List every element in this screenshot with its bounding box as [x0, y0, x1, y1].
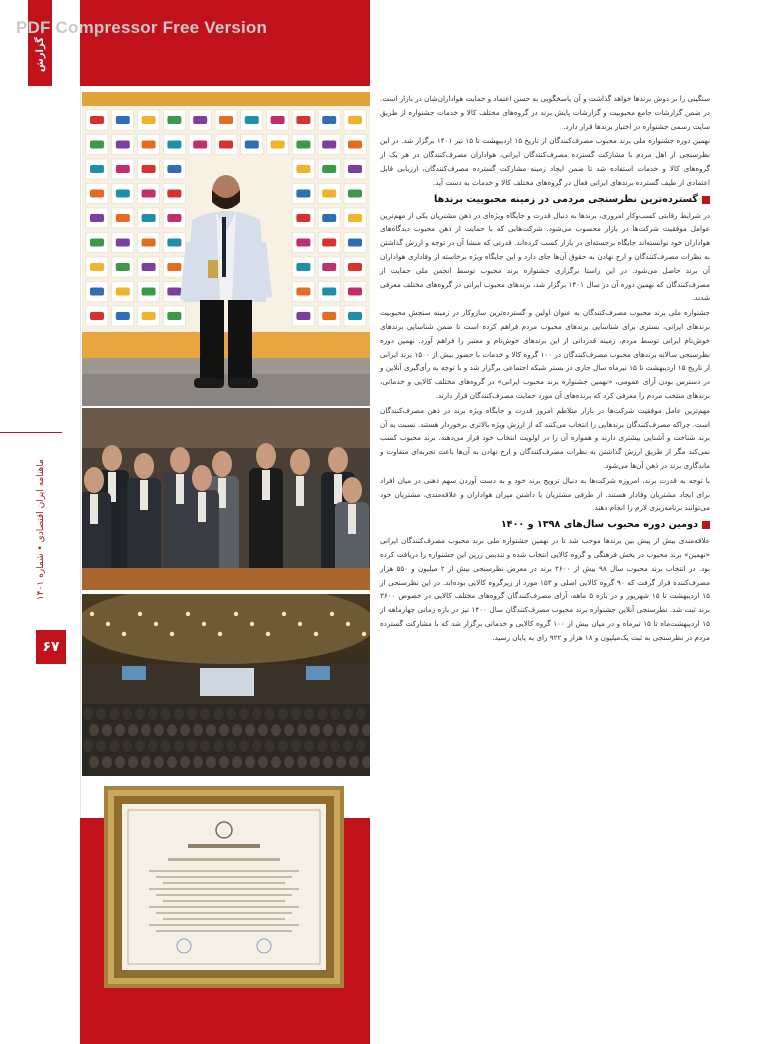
sponsor-logo-mark — [322, 214, 336, 222]
audience-head — [226, 740, 236, 752]
ceiling-light — [314, 632, 318, 636]
audience-head — [180, 724, 190, 736]
audience-head — [323, 724, 333, 736]
audience-head — [304, 708, 314, 720]
audience-head — [122, 708, 132, 720]
audience-head — [148, 740, 158, 752]
audience-head — [193, 756, 203, 768]
award-photo-image — [82, 92, 370, 406]
audience-head — [206, 724, 216, 736]
person-shirt — [334, 474, 342, 504]
audience-head — [232, 756, 242, 768]
ceiling-light — [90, 612, 94, 616]
person-head — [102, 445, 122, 471]
audience-head — [297, 756, 307, 768]
sponsor-logo-mark — [167, 165, 181, 173]
sponsor-logo-mark — [116, 214, 130, 222]
audience-head — [96, 740, 106, 752]
audience-head — [167, 724, 177, 736]
sponsor-logo-mark — [116, 116, 130, 124]
sponsor-logo-mark — [90, 214, 104, 222]
sponsor-logo-mark — [348, 214, 362, 222]
sponsor-logo-mark — [296, 190, 310, 198]
sponsor-logo-mark — [322, 141, 336, 149]
ceiling-light — [186, 612, 190, 616]
sponsor-logo-mark — [322, 239, 336, 247]
audience-head — [304, 740, 314, 752]
ceiling-light — [122, 632, 126, 636]
audience-head — [200, 740, 210, 752]
sponsor-logo-mark — [90, 116, 104, 124]
ceiling-light — [362, 632, 366, 636]
audience-head — [336, 756, 346, 768]
audience-head — [187, 740, 197, 752]
sponsor-logo-mark — [116, 165, 130, 173]
person-shirt — [176, 474, 184, 504]
audience-head — [174, 708, 184, 720]
sponsor-logo-mark — [142, 190, 156, 198]
audience-head — [102, 756, 112, 768]
sponsor-logo-mark — [167, 214, 181, 222]
person-head — [290, 449, 310, 475]
person-shirt — [198, 492, 206, 522]
audience-head — [336, 724, 346, 736]
audience-head — [291, 740, 301, 752]
article-subheading — [380, 192, 710, 208]
audience-head — [83, 740, 93, 752]
person-shirt — [140, 480, 148, 510]
sponsor-logo-mark — [348, 116, 362, 124]
audience-head — [278, 708, 288, 720]
person-head — [134, 453, 154, 479]
certificate-photo-image — [104, 786, 344, 988]
certificate-text-line — [149, 906, 299, 908]
audience-head — [343, 740, 353, 752]
conference-hall-photo — [82, 594, 370, 776]
audience-head — [271, 724, 281, 736]
sponsor-logo-mark — [167, 312, 181, 320]
audience-head — [180, 756, 190, 768]
watermark: PDF Compressor Free Version — [16, 18, 268, 37]
audience-head — [271, 756, 281, 768]
sponsor-logo-mark — [348, 165, 362, 173]
audience-head — [349, 756, 359, 768]
magazine-info-wrap — [34, 440, 48, 620]
sponsor-logo-mark — [90, 141, 104, 149]
article-paragraph: مهم‌ترین عامل موفقیت شرکت‌ها در بازار متلاطم امروز قدرت و جایگاه ویژه برند در ذهن مصرف‌کنندگان است. چراکه مصرف‌کنندگان برندهایی را انتخاب می‌کنند که از ارزش ویژه بالاتری برخوردار هستند. نسبت به آن برند شناخت و آشنایی بیشتری دارند و همواره آن را در اولویت انتخاب خود قرار می‌دهند. برند محبوب کسب نمی‌کند مگر از طریق ارزش گذاشتن به نظرات مصرف‌کنندگان و ارج نهادن به آن‌ها باعث تجربه‌ای متفاوت و ماندگاری برند در ذهن آن‌ها می‌شود. — [380, 405, 710, 470]
audience-head — [141, 724, 151, 736]
audience-head — [115, 724, 125, 736]
person-shirt — [348, 504, 356, 534]
sponsor-logo-mark — [322, 263, 336, 271]
audience-head — [174, 740, 184, 752]
sponsor-logo-mark — [348, 141, 362, 149]
audience-head — [109, 708, 119, 720]
audience-head — [226, 708, 236, 720]
article-paragraph: نهمین دوره جشنواره ملی برند محبوب مصرف‌کنندگان از تاریخ ۱۵ اردیبهشت تا ۱۵ تیر ۱۴۰۱ برگزار شد. در این نظرسنجی از اهل مردم با مشارکت گسترده مصرف‌کنندگان ایرانی، هواداران مصرف‌کنندگان در هر یک از گروه‌های کالا و خدمات استفاده شد تا ضمن ایجاد زمینه مشارکت گسترده مصرف‌کنندگان، ارزیابی قابل اعتمادی از طیف گسترده برندهای ایرانی فعال در گروه‌های مختلف کالا و خدمات به دست آید. — [380, 136, 710, 187]
ceiling-light — [282, 612, 286, 616]
certificate-text-line — [149, 924, 299, 926]
sponsor-logo-mark — [348, 263, 362, 271]
article-paragraph: جشنواره ملی برند محبوب مصرف‌کنندگان به عنوان اولین و گسترده‌ترین سازوکار در زمینه سنجش محبوبیت برندهای ایرانی، بستری برای شناسایی برندهای محبوب مردم فراهم کرده است تا ضمن شناسایی برندهای خوش‌نام ایرانی توسط مردم، زمینه قدردانی از این برندهای خوش‌نام و معتبر را فراهم آورد. نهمین دوره نظرسنجی سالانه برندهای محبوب مصرف‌کنندگان در ۱۰۰ گروه کالا و خدمات با حضور بیش از ۱۵۰۰ برند ایرانی از تاریخ ۱۵ اردیبهشت تا ۱۵ تیرماه سال جاری در بستر شبکه اجتماعی برگزار شد و با توجه به رأی‌گیری آنلاین و در دسترس بودن آرای عمومی، «نهمین جشنواره برند محبوب ایرانی» در گروه‌های مختلف کالایی و خدماتی، برندهای منتخب مردم را معرفی کرد که برنده‌های آن مورد حمایت مصرف‌کنندگان قرار دارند. — [380, 308, 710, 400]
audience-head — [161, 708, 171, 720]
person-shirt — [296, 476, 304, 506]
sponsor-logo-mark — [90, 165, 104, 173]
article-subheading — [380, 517, 710, 533]
person-head — [212, 451, 232, 477]
sponsor-logo-mark — [90, 263, 104, 271]
audience-head — [83, 708, 93, 720]
sponsor-logo-mark — [116, 190, 130, 198]
magazine-info: ماهنامه ایران اقتصادی • شماره ۱۴۰۱ — [36, 459, 46, 601]
audience-head — [206, 756, 216, 768]
person-head — [192, 465, 212, 491]
audience-head — [245, 724, 255, 736]
sponsor-logo-mark — [348, 312, 362, 320]
sponsor-logo-mark — [219, 141, 233, 149]
sponsor-logo-mark — [322, 190, 336, 198]
ceiling-light — [106, 622, 110, 626]
ceiling-light — [298, 622, 302, 626]
audience-head — [89, 756, 99, 768]
audience-head — [317, 708, 327, 720]
sponsor-logo-mark — [167, 190, 181, 198]
sponsor-logo-mark — [116, 288, 130, 296]
audience-head — [135, 740, 145, 752]
sponsor-logo-mark — [142, 263, 156, 271]
audience-head — [265, 740, 275, 752]
audience-head — [219, 756, 229, 768]
audience-head — [89, 724, 99, 736]
audience-head — [219, 724, 229, 736]
sponsor-logo-mark — [296, 312, 310, 320]
sponsor-logo-mark — [219, 116, 233, 124]
article-paragraph: با توجه به قدرت برند، امروزه شرکت‌ها به دنبال ترویج برند خود و به دست آوردن سهم ذهنی در میان افراد برای ایجاد مشتریان وفادار هستند. از طرفی مشتریان با داشتن میزان هواداران و علاقه‌مندی، مشتریان خود می‌توانند برنامه‌ریزی لازم را انجام دهند. — [380, 475, 710, 513]
ceiling-light — [138, 612, 142, 616]
person-head — [328, 447, 348, 473]
audience-head — [135, 708, 145, 720]
article-paragraph: سنگینی را بر دوش برندها خواهد گذاشت و آن پاسخگویی به حسن اعتماد و حمایت هواداران‌شان در بازار است. در ضمن گزارشات جامع محبوبیت و گزارشات پایش برند در گروه‌های مختلف کالا و خدمات جشنواره از طریق سایت رسمی جشنواره در اختیار برندها قرار دارد. — [380, 94, 710, 131]
sponsor-logo-mark — [167, 263, 181, 271]
margin-rule — [0, 432, 62, 433]
sponsor-logo-mark — [322, 116, 336, 124]
audience-head — [330, 708, 340, 720]
page-number: ۶۷ — [42, 639, 60, 655]
ceiling-light — [154, 622, 158, 626]
audience-head — [122, 740, 132, 752]
bullet-square-icon — [702, 196, 710, 204]
ceiling-light — [346, 622, 350, 626]
sponsor-logo-mark — [193, 116, 207, 124]
audience-head — [356, 708, 366, 720]
ceiling-light — [330, 612, 334, 616]
ceiling-light — [218, 632, 222, 636]
sponsor-logo-mark — [271, 141, 285, 149]
sponsor-logo-mark — [322, 312, 336, 320]
sponsor-logo-mark — [142, 165, 156, 173]
sponsor-logo-mark — [167, 116, 181, 124]
sponsor-logo-mark — [116, 141, 130, 149]
sponsor-logo-mark — [296, 141, 310, 149]
certificate-text-line — [149, 870, 299, 872]
sponsor-logo-mark — [142, 116, 156, 124]
sponsor-logo-mark — [322, 165, 336, 173]
certificate-text-line — [149, 888, 299, 890]
audience-head — [187, 708, 197, 720]
audience-head — [291, 708, 301, 720]
sponsor-logo-mark — [167, 288, 181, 296]
audience-head — [349, 724, 359, 736]
sponsor-logo-mark — [245, 141, 259, 149]
top-red-banner — [80, 0, 370, 86]
section-tab-label: گزارش — [34, 37, 46, 73]
sponsor-logo-mark — [322, 288, 336, 296]
sponsor-logo-mark — [167, 141, 181, 149]
audience-head — [193, 724, 203, 736]
sponsor-logo-mark — [296, 165, 310, 173]
certificate-text-line — [163, 900, 285, 902]
person-shirt — [218, 478, 226, 508]
certificate-text-line — [156, 894, 292, 896]
audience-head — [213, 740, 223, 752]
audience-head — [167, 756, 177, 768]
sponsor-logo-mark — [296, 288, 310, 296]
audience-head — [96, 708, 106, 720]
sponsor-logo-mark — [116, 263, 130, 271]
subheading-text: دومین دوره محبوب سال‌های ۱۳۹۸ و ۱۴۰۰ — [500, 519, 698, 531]
page-number-box — [36, 630, 66, 664]
award-photo — [82, 92, 370, 406]
sponsor-logo-mark — [90, 190, 104, 198]
person-head — [256, 443, 276, 469]
person-shirt — [262, 470, 270, 500]
person-head — [170, 447, 190, 473]
audience-head — [297, 724, 307, 736]
audience-head — [213, 708, 223, 720]
audience-head — [115, 756, 125, 768]
sponsor-logo-mark — [90, 288, 104, 296]
audience-head — [128, 724, 138, 736]
person-head — [84, 467, 104, 493]
certificate-text-line — [156, 912, 292, 914]
audience-head — [252, 708, 262, 720]
audience-head — [141, 756, 151, 768]
audience-head — [154, 724, 164, 736]
audience-head — [161, 740, 171, 752]
audience-head — [323, 756, 333, 768]
article-paragraph: در شرایط رقابتی کسب‌وکار امروزی، برندها به دنبال قدرت و جایگاه ویژه‌ای در ذهن مشتریان یکی از مهم‌ترین عوامل موفقیت شرکت‌ها در بازار محسوب می‌شود. شرکت‌هایی که با حمایت از ذهن محبوب دیدگاه‌های هواداران خود توانسته‌اند جایگاه برجسته‌ای در بازار کسب کرده‌اند. قدرتی که منشا آن در توجه و ارزش گذاشتن به نظرات مصرف‌کنندگان و ارج نهادن به حقوق آن‌ها جای دارد و این جایگاه ویژه برخاسته از وفاداری هواداران آن برند حاصل می‌شود. در این راستا برگزاری جشنواره برند محبوب توسط انجمن ملی حمایت از مصرف‌کنندگان که نهمین دوره آن در سال ۱۴۰۱ برگزار شد، برندهای محبوب ایرانی در گروه‌های مختلف معرفی شدند. — [380, 210, 710, 303]
audience-head — [109, 740, 119, 752]
audience-head — [343, 708, 353, 720]
audience-head — [330, 740, 340, 752]
sponsor-logo-mark — [167, 239, 181, 247]
sponsor-logo-mark — [116, 239, 130, 247]
certificate-text-line — [156, 930, 292, 932]
person-shirt — [90, 494, 98, 524]
sponsor-logo-mark — [348, 190, 362, 198]
certificate-text-line — [163, 882, 285, 884]
person-head — [342, 477, 362, 503]
audience-head — [232, 724, 242, 736]
sponsor-logo-mark — [142, 288, 156, 296]
audience-head — [284, 724, 294, 736]
sponsor-logo-mark — [296, 239, 310, 247]
audience-head — [258, 724, 268, 736]
audience-head — [252, 740, 262, 752]
audience-head — [310, 724, 320, 736]
article-paragraph: علاقه‌مندی بیش از پیش بین برندها موجب شد تا در نهمین جشنواره ملی برند محبوب مصرف‌کنندگان ایرانی «نهمین» برند محبوب در بخش فرهنگی و گروه کالایی انتخاب شده و تندیس زرین این جشنواره را دریافت کرده بود. در انتخاب برند محبوب سال ۹۸ بیش از ۲۶۰۰ برند در معرض نظرسنجی بیش از ۲ میلیون و ۵۵۰ هزار مصرف‌کننده قرار گرفت که ۹۰ گروه کالایی اصلی و ۱۵۳ مورد از زیرگروه کالایی بوده‌اند. در این نظرسنجی از ۱۵ اردیبهشت تا ۱۵ شهریور و در بازه ۵ ماهه، آرای مصرف‌کنندگان گروه‌های مختلف کالایی در خصوص ۳۶۰۰ برند ثبت شد. نظرسنجی آنلاین جشنواره برند محبوب مصرف‌کنندگان سال ۱۴۰۰ نیز در بازه زمانی چهارماهه از ۱۵ اردیبهشت‌ماه تا ۱۵ تیرماه و در میان بیش از ۱۰۰ گروه کالایی و خدماتی برگزار شد که با مشارکت گسترده مردم در نظرسنجی به ثبت یک‌میلیون و ۱۸ هزار و ۹۲۲ رای به پایان رسید. — [380, 536, 711, 642]
audience-head — [148, 708, 158, 720]
ceiling-light — [234, 612, 238, 616]
certificate-text-line — [163, 918, 285, 920]
audience-head — [128, 756, 138, 768]
sponsor-logo-mark — [271, 116, 285, 124]
ceiling-light — [250, 622, 254, 626]
sponsor-logo-mark — [142, 239, 156, 247]
conference-hall-photo-image — [82, 594, 370, 776]
sponsor-logo-mark — [90, 312, 104, 320]
sponsor-logo-mark — [116, 312, 130, 320]
sponsor-logo-mark — [296, 263, 310, 271]
audience-head — [265, 708, 275, 720]
sponsor-logo-mark — [296, 116, 310, 124]
certificate-photo — [104, 786, 344, 988]
audience-head — [102, 724, 112, 736]
certificate-text-line — [156, 876, 292, 878]
ceiling-light — [202, 622, 206, 626]
audience-head — [317, 740, 327, 752]
audience-head — [356, 740, 366, 752]
audience-photo-image — [82, 408, 370, 590]
audience-head — [278, 740, 288, 752]
audience-head — [154, 756, 164, 768]
sponsor-logo-mark — [142, 312, 156, 320]
subheading-text: گسترده‌ترین نظرسنجی مردمی در زمینه محبوبیت برندها — [433, 193, 698, 205]
audience-head — [258, 756, 268, 768]
audience-head — [310, 756, 320, 768]
sponsor-logo-mark — [193, 141, 207, 149]
audience-head — [239, 740, 249, 752]
audience-head — [239, 708, 249, 720]
sponsor-logo-mark — [142, 141, 156, 149]
sponsor-logo-mark — [245, 116, 259, 124]
article-column — [380, 92, 710, 645]
sponsor-logo-mark — [142, 214, 156, 222]
ceiling-light — [170, 632, 174, 636]
sponsor-logo-mark — [296, 214, 310, 222]
audience-head — [284, 756, 294, 768]
sponsor-logo-mark — [90, 239, 104, 247]
ceiling-light — [266, 632, 270, 636]
audience-photo — [82, 408, 370, 590]
sponsor-logo-mark — [348, 288, 362, 296]
sponsor-logo-mark — [348, 239, 362, 247]
audience-head — [245, 756, 255, 768]
audience-head — [200, 708, 210, 720]
bullet-square-icon — [702, 521, 710, 529]
